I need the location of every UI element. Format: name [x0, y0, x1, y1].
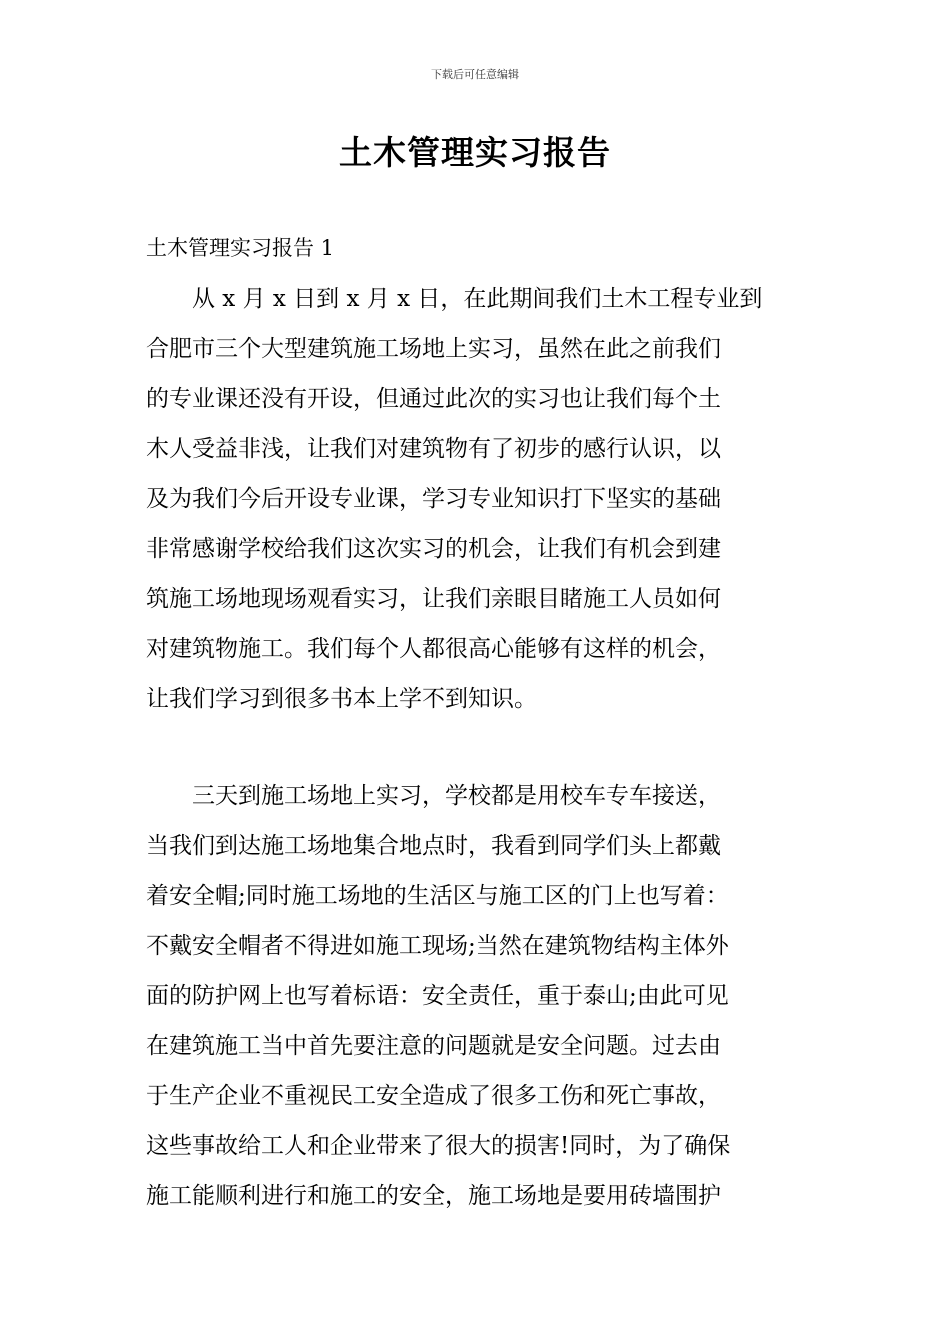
document-title: 土木管理实习报告	[339, 133, 611, 172]
paragraph-line: 着安全帽;同时施工场地的生活区与施工区的门上也写着：	[146, 883, 729, 909]
paragraph-line: 当我们到达施工场地集合地点时，我看到同学们头上都戴	[146, 833, 721, 859]
paragraph-line: 施工能顺利进行和施工的安全，施工场地是要用砖墙围护	[146, 1183, 721, 1209]
paragraph-line: 在建筑施工当中首先要注意的问题就是安全问题。过去由	[146, 1033, 721, 1059]
paragraph-line: 合肥市三个大型建筑施工场地上实习，虽然在此之前我们	[146, 336, 721, 362]
paragraph-line: 及为我们今后开设专业课，学习专业知识打下坚实的基础	[146, 486, 721, 512]
paragraph-1	[146, 274, 826, 724]
paragraph-line: 从 x 月 x 日到 x 月 x 日，在此期间我们土木工程专业到	[146, 286, 763, 312]
section-heading: 土木管理实习报告 1	[146, 236, 335, 260]
paragraph-line: 的专业课还没有开设，但通过此次的实习也让我们每个土	[146, 386, 721, 412]
paragraph-line: 于生产企业不重视民工安全造成了很多工伤和死亡事故，	[146, 1083, 721, 1109]
paragraph-line: 三天到施工场地上实习，学校都是用校车专车接送，	[146, 783, 721, 809]
paragraph-line: 筑施工场地现场观看实习，让我们亲眼目睹施工人员如何	[146, 586, 721, 612]
paragraph-line: 非常感谢学校给我们这次实习的机会，让我们有机会到建	[146, 536, 721, 562]
paragraph-2	[146, 771, 826, 1221]
paragraph-line: 面的防护网上也写着标语：安全责任，重于泰山;由此可见	[146, 983, 729, 1009]
paragraph-line: 让我们学习到很多书本上学不到知识。	[146, 686, 537, 712]
paragraph-line: 木人受益非浅，让我们对建筑物有了初步的感行认识，以	[146, 436, 721, 462]
paragraph-line: 这些事故给工人和企业带来了很大的损害!同时，为了确保	[146, 1133, 731, 1159]
paragraph-line: 不戴安全帽者不得进如施工现场;当然在建筑物结构主体外	[146, 933, 729, 959]
paragraph-line: 对建筑物施工。我们每个人都很高心能够有这样的机会，	[146, 636, 721, 662]
header-note: 下载后可任意编辑	[431, 68, 519, 81]
